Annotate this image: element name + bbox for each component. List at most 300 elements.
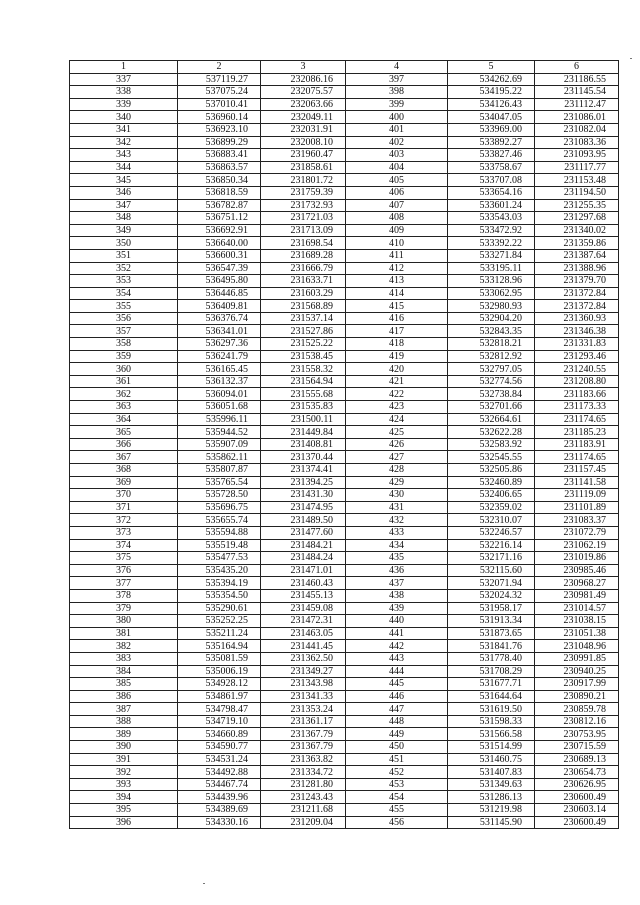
coordinate-cell: 231460.43 <box>261 577 346 590</box>
coordinate-cell: 535728.50 <box>178 489 261 502</box>
point-number-cell: 439 <box>346 602 448 615</box>
coordinate-cell: 531145.90 <box>448 816 535 829</box>
point-number-cell: 339 <box>70 98 178 111</box>
point-number-cell: 348 <box>70 212 178 225</box>
coordinate-cell: 231858.61 <box>261 161 346 174</box>
coordinate-cell: 231186.55 <box>535 73 619 86</box>
table-header-row <box>70 61 619 74</box>
point-number-cell: 364 <box>70 413 178 426</box>
coordinate-cell: 535862.11 <box>178 451 261 464</box>
coordinate-cell: 231484.24 <box>261 552 346 565</box>
coordinate-cell: 231441.45 <box>261 640 346 653</box>
coordinate-cell: 231174.65 <box>535 451 619 464</box>
coordinate-cell: 231459.08 <box>261 602 346 615</box>
point-number-cell: 385 <box>70 678 178 691</box>
table-row <box>70 426 619 439</box>
point-number-cell: 450 <box>346 741 448 754</box>
coordinate-cell: 535435.20 <box>178 564 261 577</box>
coordinate-cell: 537119.27 <box>178 73 261 86</box>
coordinate-cell: 535907.09 <box>178 438 261 451</box>
coordinate-cell: 231463.05 <box>261 627 346 640</box>
coordinate-cell: 231361.17 <box>261 715 346 728</box>
table-row <box>70 804 619 817</box>
coordinate-cell: 231489.50 <box>261 514 346 527</box>
coordinate-cell: 230654.73 <box>535 766 619 779</box>
coordinate-cell: 532545.55 <box>448 451 535 464</box>
coordinate-cell: 231372.84 <box>535 300 619 313</box>
coordinate-cell: 532797.05 <box>448 363 535 376</box>
table-row <box>70 602 619 615</box>
point-number-cell: 433 <box>346 526 448 539</box>
coordinate-cell: 535290.61 <box>178 602 261 615</box>
coordinate-cell: 531598.33 <box>448 715 535 728</box>
point-number-cell: 379 <box>70 602 178 615</box>
coordinate-cell: 231119.09 <box>535 489 619 502</box>
coordinate-cell: 231072.79 <box>535 526 619 539</box>
point-number-cell: 444 <box>346 665 448 678</box>
coordinate-cell: 531873.65 <box>448 627 535 640</box>
point-number-cell: 438 <box>346 589 448 602</box>
coordinate-cell: 535996.11 <box>178 413 261 426</box>
coordinate-cell: 231185.23 <box>535 426 619 439</box>
coordinate-cell: 535354.50 <box>178 589 261 602</box>
coordinate-cell: 534047.05 <box>448 111 535 124</box>
coordinate-cell: 231346.38 <box>535 325 619 338</box>
coordinate-cell: 534531.24 <box>178 753 261 766</box>
coordinate-cell: 532664.61 <box>448 413 535 426</box>
table-row <box>70 338 619 351</box>
coordinate-cell: 231281.80 <box>261 778 346 791</box>
table-row <box>70 589 619 602</box>
table-row <box>70 678 619 691</box>
point-number-cell: 424 <box>346 413 448 426</box>
point-number-cell: 405 <box>346 174 448 187</box>
table-row <box>70 778 619 791</box>
coordinate-cell: 531708.29 <box>448 665 535 678</box>
coordinate-cell: 231379.70 <box>535 275 619 288</box>
table-row <box>70 464 619 477</box>
point-number-cell: 412 <box>346 262 448 275</box>
coordinate-cell: 532843.35 <box>448 325 535 338</box>
point-number-cell: 386 <box>70 690 178 703</box>
coordinate-cell: 231388.96 <box>535 262 619 275</box>
coordinate-cell: 532505.86 <box>448 464 535 477</box>
coordinate-cell: 531514.99 <box>448 741 535 754</box>
coordinate-cell: 534330.16 <box>178 816 261 829</box>
point-number-cell: 365 <box>70 426 178 439</box>
coordinate-cell: 532171.16 <box>448 552 535 565</box>
table-row <box>70 363 619 376</box>
point-number-cell: 338 <box>70 86 178 99</box>
point-number-cell: 372 <box>70 514 178 527</box>
point-number-cell: 449 <box>346 728 448 741</box>
coordinate-cell: 534590.77 <box>178 741 261 754</box>
table-row <box>70 615 619 628</box>
point-number-cell: 370 <box>70 489 178 502</box>
coordinate-cell: 231174.65 <box>535 413 619 426</box>
coordinate-cell: 534467.74 <box>178 778 261 791</box>
coordinate-cell: 533601.24 <box>448 199 535 212</box>
coordinate-cell: 231360.93 <box>535 312 619 325</box>
coordinate-cell: 531841.76 <box>448 640 535 653</box>
column-header: 3 <box>261 61 346 74</box>
coordinate-cell: 536818.59 <box>178 186 261 199</box>
coordinate-cell: 231603.29 <box>261 287 346 300</box>
coordinate-cell: 536547.39 <box>178 262 261 275</box>
coordinate-cell: 230917.99 <box>535 678 619 691</box>
point-number-cell: 421 <box>346 375 448 388</box>
coordinate-cell: 535477.53 <box>178 552 261 565</box>
coordinate-cell: 536446.85 <box>178 287 261 300</box>
table-row <box>70 86 619 99</box>
coordinate-cell: 231484.21 <box>261 539 346 552</box>
table-row <box>70 715 619 728</box>
coordinate-cell: 231297.68 <box>535 212 619 225</box>
point-number-cell: 381 <box>70 627 178 640</box>
table-row <box>70 111 619 124</box>
point-number-cell: 368 <box>70 464 178 477</box>
coordinate-cell: 231048.96 <box>535 640 619 653</box>
coordinate-cell: 231173.33 <box>535 401 619 414</box>
point-number-cell: 455 <box>346 804 448 817</box>
point-number-cell: 435 <box>346 552 448 565</box>
coordinate-cell: 230753.95 <box>535 728 619 741</box>
point-number-cell: 350 <box>70 237 178 250</box>
point-number-cell: 363 <box>70 401 178 414</box>
coordinate-cell: 231474.95 <box>261 501 346 514</box>
coordinate-cell: 533543.03 <box>448 212 535 225</box>
coordinate-cell: 231568.89 <box>261 300 346 313</box>
coordinate-cell: 536094.01 <box>178 388 261 401</box>
coordinate-cell: 231801.72 <box>261 174 346 187</box>
coordinate-cell: 231555.68 <box>261 388 346 401</box>
coordinate-cell: 230968.27 <box>535 577 619 590</box>
coordinate-cell: 535081.59 <box>178 652 261 665</box>
coordinate-cell: 231372.84 <box>535 287 619 300</box>
coordinate-cell: 231343.98 <box>261 678 346 691</box>
table-row <box>70 652 619 665</box>
point-number-cell: 378 <box>70 589 178 602</box>
coordinate-cell: 531460.75 <box>448 753 535 766</box>
table-row <box>70 287 619 300</box>
table-row <box>70 703 619 716</box>
coordinate-cell: 231960.47 <box>261 149 346 162</box>
coordinate-cell: 231334.72 <box>261 766 346 779</box>
coordinate-cell: 536850.34 <box>178 174 261 187</box>
coordinate-cell: 532460.89 <box>448 476 535 489</box>
coordinate-cell: 231367.79 <box>261 741 346 754</box>
coordinate-cell: 537075.24 <box>178 86 261 99</box>
point-number-cell: 383 <box>70 652 178 665</box>
coordinate-cell: 535594.88 <box>178 526 261 539</box>
coordinate-cell: 532024.32 <box>448 589 535 602</box>
coordinate-cell: 536600.31 <box>178 249 261 262</box>
coordinate-cell: 534262.69 <box>448 73 535 86</box>
coordinate-cell: 231331.83 <box>535 338 619 351</box>
scan-speck <box>203 883 205 884</box>
point-number-cell: 382 <box>70 640 178 653</box>
coordinate-cell: 532622.28 <box>448 426 535 439</box>
column-header: 5 <box>448 61 535 74</box>
point-number-cell: 387 <box>70 703 178 716</box>
point-number-cell: 425 <box>346 426 448 439</box>
coordinate-cell: 532701.66 <box>448 401 535 414</box>
coordinate-cell: 231349.27 <box>261 665 346 678</box>
coordinate-cell: 231211.68 <box>261 804 346 817</box>
coordinate-cell: 230985.46 <box>535 564 619 577</box>
coordinate-cell: 536495.80 <box>178 275 261 288</box>
table-row <box>70 123 619 136</box>
coordinate-cell: 531778.40 <box>448 652 535 665</box>
point-number-cell: 402 <box>346 136 448 149</box>
point-number-cell: 397 <box>346 73 448 86</box>
coordinate-cell: 531677.71 <box>448 678 535 691</box>
point-number-cell: 422 <box>346 388 448 401</box>
point-number-cell: 393 <box>70 778 178 791</box>
coordinate-cell: 232031.91 <box>261 123 346 136</box>
table-row <box>70 224 619 237</box>
point-number-cell: 351 <box>70 249 178 262</box>
coordinate-cell: 231208.80 <box>535 375 619 388</box>
coordinate-cell: 231471.01 <box>261 564 346 577</box>
point-number-cell: 408 <box>346 212 448 225</box>
coordinate-cell: 534126.43 <box>448 98 535 111</box>
coordinate-cell: 232008.10 <box>261 136 346 149</box>
point-number-cell: 419 <box>346 350 448 363</box>
table-row <box>70 451 619 464</box>
table-row <box>70 438 619 451</box>
coordinate-cell: 533195.11 <box>448 262 535 275</box>
coordinate-cell: 231293.46 <box>535 350 619 363</box>
coordinate-cell: 231038.15 <box>535 615 619 628</box>
coordinate-cell: 532583.92 <box>448 438 535 451</box>
coordinate-cell: 533062.95 <box>448 287 535 300</box>
point-number-cell: 357 <box>70 325 178 338</box>
coordinate-cell: 536899.29 <box>178 136 261 149</box>
scan-speck <box>630 58 632 59</box>
coordinate-cell: 230600.49 <box>535 791 619 804</box>
table-row <box>70 375 619 388</box>
coordinate-cell: 535252.25 <box>178 615 261 628</box>
coordinate-cell: 231141.58 <box>535 476 619 489</box>
coordinate-cell: 231340.02 <box>535 224 619 237</box>
point-number-cell: 395 <box>70 804 178 817</box>
point-number-cell: 367 <box>70 451 178 464</box>
coordinate-cell: 230890.21 <box>535 690 619 703</box>
coordinate-cell: 231362.50 <box>261 652 346 665</box>
coordinate-cell: 533271.84 <box>448 249 535 262</box>
point-number-cell: 410 <box>346 237 448 250</box>
coordinate-cell: 536376.74 <box>178 312 261 325</box>
coordinates-table <box>69 60 619 829</box>
coordinate-cell: 231117.77 <box>535 161 619 174</box>
table-row <box>70 312 619 325</box>
coordinate-cell: 534439.96 <box>178 791 261 804</box>
coordinate-cell: 536409.81 <box>178 300 261 313</box>
coordinate-cell: 230991.85 <box>535 652 619 665</box>
point-number-cell: 443 <box>346 652 448 665</box>
coordinate-cell: 535211.24 <box>178 627 261 640</box>
coordinate-cell: 231367.79 <box>261 728 346 741</box>
point-number-cell: 453 <box>346 778 448 791</box>
coordinate-cell: 231666.79 <box>261 262 346 275</box>
coordinate-cell: 231062.19 <box>535 539 619 552</box>
point-number-cell: 403 <box>346 149 448 162</box>
coordinate-cell: 536341.01 <box>178 325 261 338</box>
coordinate-cell: 231387.64 <box>535 249 619 262</box>
point-number-cell: 448 <box>346 715 448 728</box>
coordinate-cell: 231093.95 <box>535 149 619 162</box>
coordinate-cell: 532359.02 <box>448 501 535 514</box>
point-number-cell: 369 <box>70 476 178 489</box>
coordinate-cell: 534389.69 <box>178 804 261 817</box>
table-row <box>70 149 619 162</box>
point-number-cell: 434 <box>346 539 448 552</box>
point-number-cell: 391 <box>70 753 178 766</box>
coordinate-cell: 532738.84 <box>448 388 535 401</box>
coordinate-cell: 231209.04 <box>261 816 346 829</box>
point-number-cell: 430 <box>346 489 448 502</box>
coordinate-cell: 536883.41 <box>178 149 261 162</box>
point-number-cell: 404 <box>346 161 448 174</box>
point-number-cell: 431 <box>346 501 448 514</box>
point-number-cell: 344 <box>70 161 178 174</box>
coordinate-cell: 231086.01 <box>535 111 619 124</box>
coordinate-cell: 536132.37 <box>178 375 261 388</box>
table-row <box>70 766 619 779</box>
coordinate-cell: 231538.45 <box>261 350 346 363</box>
coordinate-cell: 231527.86 <box>261 325 346 338</box>
coordinate-cell: 231759.39 <box>261 186 346 199</box>
coordinate-cell: 536640.00 <box>178 237 261 250</box>
coordinate-cell: 231408.81 <box>261 438 346 451</box>
table-row <box>70 564 619 577</box>
coordinate-cell: 532818.21 <box>448 338 535 351</box>
point-number-cell: 413 <box>346 275 448 288</box>
point-number-cell: 355 <box>70 300 178 313</box>
table-row <box>70 413 619 426</box>
coordinate-cell: 534660.89 <box>178 728 261 741</box>
point-number-cell: 414 <box>346 287 448 300</box>
coordinate-cell: 231083.36 <box>535 136 619 149</box>
point-number-cell: 342 <box>70 136 178 149</box>
point-number-cell: 388 <box>70 715 178 728</box>
point-number-cell: 423 <box>346 401 448 414</box>
point-number-cell: 417 <box>346 325 448 338</box>
coordinate-cell: 231051.38 <box>535 627 619 640</box>
coordinate-cell: 231019.86 <box>535 552 619 565</box>
point-number-cell: 343 <box>70 149 178 162</box>
point-number-cell: 354 <box>70 287 178 300</box>
point-number-cell: 432 <box>346 514 448 527</box>
point-number-cell: 436 <box>346 564 448 577</box>
coordinate-cell: 231537.14 <box>261 312 346 325</box>
coordinate-cell: 231112.47 <box>535 98 619 111</box>
column-header: 6 <box>535 61 619 74</box>
coordinate-cell: 231689.28 <box>261 249 346 262</box>
coordinate-cell: 230812.16 <box>535 715 619 728</box>
coordinate-cell: 231455.13 <box>261 589 346 602</box>
coordinate-cell: 231082.04 <box>535 123 619 136</box>
point-number-cell: 454 <box>346 791 448 804</box>
point-number-cell: 452 <box>346 766 448 779</box>
coordinate-cell: 533827.46 <box>448 149 535 162</box>
coordinate-cell: 231564.94 <box>261 375 346 388</box>
coordinate-cell: 232049.11 <box>261 111 346 124</box>
coordinate-cell: 533472.92 <box>448 224 535 237</box>
point-number-cell: 411 <box>346 249 448 262</box>
point-number-cell: 451 <box>346 753 448 766</box>
coordinate-cell: 536051.68 <box>178 401 261 414</box>
coordinate-cell: 231525.22 <box>261 338 346 351</box>
coordinate-cell: 231101.89 <box>535 501 619 514</box>
coordinate-cell: 231183.66 <box>535 388 619 401</box>
coordinate-cell: 231157.45 <box>535 464 619 477</box>
table-row <box>70 577 619 590</box>
table-row <box>70 526 619 539</box>
point-number-cell: 373 <box>70 526 178 539</box>
coordinate-cell: 532980.93 <box>448 300 535 313</box>
coordinate-cell: 230940.25 <box>535 665 619 678</box>
point-number-cell: 380 <box>70 615 178 628</box>
table-row <box>70 552 619 565</box>
point-number-cell: 429 <box>346 476 448 489</box>
point-number-cell: 374 <box>70 539 178 552</box>
table-row <box>70 199 619 212</box>
coordinate-cell: 231240.55 <box>535 363 619 376</box>
table-row <box>70 816 619 829</box>
coordinate-cell: 531286.13 <box>448 791 535 804</box>
coordinate-cell: 534861.97 <box>178 690 261 703</box>
point-number-cell: 420 <box>346 363 448 376</box>
coordinate-cell: 230689.13 <box>535 753 619 766</box>
coordinate-cell: 230859.78 <box>535 703 619 716</box>
coordinate-cell: 531644.64 <box>448 690 535 703</box>
coordinate-cell: 231472.31 <box>261 615 346 628</box>
table-row <box>70 325 619 338</box>
coordinate-cell: 231633.71 <box>261 275 346 288</box>
coordinate-cell: 532216.14 <box>448 539 535 552</box>
point-number-cell: 440 <box>346 615 448 628</box>
coordinate-cell: 536165.45 <box>178 363 261 376</box>
coordinate-cell: 533758.67 <box>448 161 535 174</box>
coordinate-cell: 532406.65 <box>448 489 535 502</box>
table-row <box>70 728 619 741</box>
coordinate-cell: 231449.84 <box>261 426 346 439</box>
coordinate-cell: 535655.74 <box>178 514 261 527</box>
point-number-cell: 366 <box>70 438 178 451</box>
point-number-cell: 359 <box>70 350 178 363</box>
table-row <box>70 136 619 149</box>
coordinate-cell: 532071.94 <box>448 577 535 590</box>
coordinate-cell: 534928.12 <box>178 678 261 691</box>
coordinate-cell: 536782.87 <box>178 199 261 212</box>
point-number-cell: 360 <box>70 363 178 376</box>
point-number-cell: 346 <box>70 186 178 199</box>
coordinate-cell: 231014.57 <box>535 602 619 615</box>
point-number-cell: 447 <box>346 703 448 716</box>
table-row <box>70 300 619 313</box>
coordinate-cell: 232075.57 <box>261 86 346 99</box>
point-number-cell: 400 <box>346 111 448 124</box>
point-number-cell: 352 <box>70 262 178 275</box>
coordinate-cell: 231363.82 <box>261 753 346 766</box>
coordinate-cell: 231243.43 <box>261 791 346 804</box>
point-number-cell: 340 <box>70 111 178 124</box>
point-number-cell: 409 <box>346 224 448 237</box>
table-row <box>70 237 619 250</box>
coordinate-cell: 532904.20 <box>448 312 535 325</box>
